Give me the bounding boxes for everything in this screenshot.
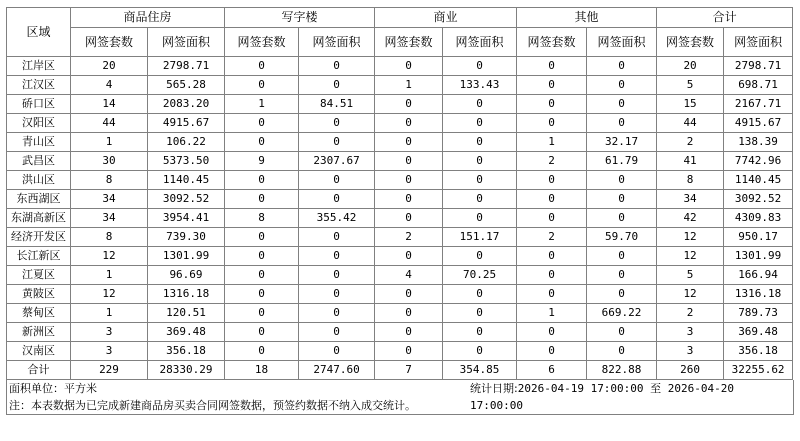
units-cell: 3 <box>657 323 724 342</box>
area-cell: 0 <box>587 57 657 76</box>
area-cell: 356.18 <box>148 342 225 361</box>
units-cell: 0 <box>225 228 299 247</box>
units-cell: 0 <box>375 133 443 152</box>
units-cell: 44 <box>657 114 724 133</box>
area-cell: 0 <box>443 57 517 76</box>
units-cell: 0 <box>225 57 299 76</box>
area-cell: 0 <box>443 209 517 228</box>
table-row <box>7 114 793 133</box>
units-cell: 0 <box>375 342 443 361</box>
area-cell: 0 <box>299 247 375 266</box>
area-cell: 0 <box>443 133 517 152</box>
sub-header-units: 网签套数 <box>71 28 148 57</box>
units-cell: 0 <box>375 152 443 171</box>
area-cell: 0 <box>443 247 517 266</box>
area-cell: 669.22 <box>587 304 657 323</box>
units-cell: 0 <box>517 323 587 342</box>
area-cell: 369.48 <box>724 323 793 342</box>
units-cell: 0 <box>375 247 443 266</box>
units-cell: 0 <box>225 76 299 95</box>
area-cell: 3092.52 <box>148 190 225 209</box>
area-cell: 2747.60 <box>299 361 375 380</box>
region-name-cell: 蔡甸区 <box>7 304 71 323</box>
area-cell: 0 <box>299 323 375 342</box>
table-row <box>7 76 793 95</box>
group-header-commercial: 商业 <box>375 8 517 28</box>
area-cell: 3092.52 <box>724 190 793 209</box>
area-cell: 0 <box>443 171 517 190</box>
group-header-total: 合计 <box>657 8 793 28</box>
area-cell: 1316.18 <box>724 285 793 304</box>
area-cell: 138.39 <box>724 133 793 152</box>
sales-table <box>6 7 793 380</box>
units-cell: 0 <box>225 114 299 133</box>
table-row <box>7 247 793 266</box>
header-row-sub <box>7 28 793 57</box>
units-cell: 0 <box>375 323 443 342</box>
table-row <box>7 95 793 114</box>
area-cell: 0 <box>587 171 657 190</box>
area-cell: 166.94 <box>724 266 793 285</box>
area-cell: 0 <box>443 152 517 171</box>
area-cell: 0 <box>299 342 375 361</box>
area-cell: 1301.99 <box>148 247 225 266</box>
units-cell: 1 <box>71 266 148 285</box>
units-cell: 0 <box>517 285 587 304</box>
area-cell: 0 <box>443 114 517 133</box>
units-cell: 9 <box>225 152 299 171</box>
area-cell: 698.71 <box>724 76 793 95</box>
area-cell: 2167.71 <box>724 95 793 114</box>
area-cell: 70.25 <box>443 266 517 285</box>
units-cell: 12 <box>657 247 724 266</box>
units-cell: 1 <box>517 304 587 323</box>
area-cell: 133.43 <box>443 76 517 95</box>
table-row <box>7 209 793 228</box>
area-cell: 0 <box>587 342 657 361</box>
units-cell: 229 <box>71 361 148 380</box>
table-body <box>7 57 793 380</box>
units-cell: 0 <box>225 285 299 304</box>
area-cell: 0 <box>299 304 375 323</box>
units-cell: 0 <box>517 95 587 114</box>
area-cell: 0 <box>587 266 657 285</box>
area-cell: 4915.67 <box>148 114 225 133</box>
footnote: 注：本表数据为已完成新建商品房买卖合同网签数据，预签约数据不纳入成交统计。 <box>9 399 416 412</box>
units-cell: 0 <box>375 95 443 114</box>
region-column-header: 区域 <box>7 8 71 57</box>
area-cell: 2307.67 <box>299 152 375 171</box>
units-cell: 41 <box>657 152 724 171</box>
area-cell: 0 <box>299 190 375 209</box>
units-cell: 20 <box>71 57 148 76</box>
group-header-office: 写字楼 <box>225 8 375 28</box>
area-cell: 822.88 <box>587 361 657 380</box>
area-cell: 0 <box>587 114 657 133</box>
area-cell: 0 <box>443 323 517 342</box>
units-cell: 3 <box>71 323 148 342</box>
table-row <box>7 133 793 152</box>
units-cell: 0 <box>517 209 587 228</box>
area-cell: 354.85 <box>443 361 517 380</box>
sub-header-units: 网签套数 <box>375 28 443 57</box>
table-row <box>7 152 793 171</box>
region-name-cell: 汉阳区 <box>7 114 71 133</box>
units-cell: 44 <box>71 114 148 133</box>
units-cell: 0 <box>517 247 587 266</box>
region-name-cell: 黄陂区 <box>7 285 71 304</box>
units-cell: 0 <box>225 171 299 190</box>
units-cell: 1 <box>375 76 443 95</box>
area-cell: 84.51 <box>299 95 375 114</box>
units-cell: 4 <box>375 266 443 285</box>
area-cell: 1301.99 <box>724 247 793 266</box>
region-name-cell: 硚口区 <box>7 95 71 114</box>
region-name-cell: 汉南区 <box>7 342 71 361</box>
units-cell: 12 <box>71 285 148 304</box>
region-name-cell: 青山区 <box>7 133 71 152</box>
units-cell: 2 <box>375 228 443 247</box>
units-cell: 0 <box>517 76 587 95</box>
units-cell: 30 <box>71 152 148 171</box>
units-cell: 0 <box>375 190 443 209</box>
region-name-cell: 洪山区 <box>7 171 71 190</box>
region-name-cell: 合计 <box>7 361 71 380</box>
units-cell: 8 <box>71 171 148 190</box>
units-cell: 0 <box>375 285 443 304</box>
units-cell: 34 <box>657 190 724 209</box>
region-name-cell: 长江新区 <box>7 247 71 266</box>
units-cell: 1 <box>71 133 148 152</box>
units-cell: 14 <box>71 95 148 114</box>
area-cell: 0 <box>299 228 375 247</box>
region-name-cell: 江岸区 <box>7 57 71 76</box>
sub-header-area: 网签面积 <box>443 28 517 57</box>
area-cell: 739.30 <box>148 228 225 247</box>
region-name-cell: 江夏区 <box>7 266 71 285</box>
area-cell: 32255.62 <box>724 361 793 380</box>
area-cell: 0 <box>299 133 375 152</box>
area-cell: 0 <box>443 342 517 361</box>
region-name-cell: 经济开发区 <box>7 228 71 247</box>
units-cell: 12 <box>71 247 148 266</box>
units-cell: 0 <box>517 57 587 76</box>
units-cell: 0 <box>375 114 443 133</box>
units-cell: 12 <box>657 285 724 304</box>
area-cell: 7742.96 <box>724 152 793 171</box>
units-cell: 42 <box>657 209 724 228</box>
sub-header-units: 网签套数 <box>517 28 587 57</box>
area-cell: 59.70 <box>587 228 657 247</box>
area-cell: 369.48 <box>148 323 225 342</box>
units-cell: 0 <box>225 342 299 361</box>
units-cell: 15 <box>657 95 724 114</box>
area-cell: 2083.20 <box>148 95 225 114</box>
statistics-date-range: 2026-04-19 17:00:00 至 2026-04-20 17:00:00 <box>470 382 735 412</box>
units-cell: 3 <box>71 342 148 361</box>
units-cell: 34 <box>71 209 148 228</box>
area-cell: 0 <box>299 76 375 95</box>
area-cell: 0 <box>299 57 375 76</box>
area-cell: 565.28 <box>148 76 225 95</box>
area-cell: 120.51 <box>148 304 225 323</box>
area-cell: 96.69 <box>148 266 225 285</box>
area-cell: 0 <box>299 266 375 285</box>
region-name-cell: 武昌区 <box>7 152 71 171</box>
units-cell: 0 <box>517 171 587 190</box>
area-cell: 151.17 <box>443 228 517 247</box>
sub-header-area: 网签面积 <box>724 28 793 57</box>
group-header-residential: 商品住房 <box>71 8 225 28</box>
sub-header-area: 网签面积 <box>587 28 657 57</box>
area-cell: 28330.29 <box>148 361 225 380</box>
area-cell: 0 <box>299 285 375 304</box>
units-cell: 8 <box>225 209 299 228</box>
sub-header-area: 网签面积 <box>148 28 225 57</box>
units-cell: 0 <box>225 304 299 323</box>
area-unit-label: 面积单位：平方米 <box>9 382 97 395</box>
units-cell: 2 <box>517 228 587 247</box>
area-cell: 4309.83 <box>724 209 793 228</box>
units-cell: 18 <box>225 361 299 380</box>
units-cell: 0 <box>375 304 443 323</box>
units-cell: 0 <box>517 342 587 361</box>
area-cell: 0 <box>587 190 657 209</box>
area-cell: 0 <box>587 285 657 304</box>
units-cell: 0 <box>225 133 299 152</box>
area-cell: 0 <box>443 304 517 323</box>
units-cell: 0 <box>225 323 299 342</box>
table-row <box>7 342 793 361</box>
table-row <box>7 285 793 304</box>
table-row <box>7 190 793 209</box>
units-cell: 0 <box>375 209 443 228</box>
units-cell: 1 <box>71 304 148 323</box>
units-cell: 8 <box>71 228 148 247</box>
units-cell: 12 <box>657 228 724 247</box>
header-row-groups <box>7 8 793 28</box>
units-cell: 5 <box>657 266 724 285</box>
area-cell: 789.73 <box>724 304 793 323</box>
units-cell: 2 <box>657 133 724 152</box>
sub-header-units: 网签套数 <box>225 28 299 57</box>
total-row <box>7 361 793 380</box>
area-cell: 0 <box>587 76 657 95</box>
units-cell: 0 <box>375 171 443 190</box>
area-cell: 355.42 <box>299 209 375 228</box>
units-cell: 0 <box>517 114 587 133</box>
area-cell: 4915.67 <box>724 114 793 133</box>
sub-header-units: 网签套数 <box>657 28 724 57</box>
table-row <box>7 304 793 323</box>
units-cell: 20 <box>657 57 724 76</box>
area-cell: 0 <box>587 209 657 228</box>
area-cell: 1140.45 <box>148 171 225 190</box>
statistics-date-label: 统计日期: <box>470 382 518 395</box>
units-cell: 260 <box>657 361 724 380</box>
area-cell: 356.18 <box>724 342 793 361</box>
area-cell: 1140.45 <box>724 171 793 190</box>
units-cell: 3 <box>657 342 724 361</box>
area-cell: 5373.50 <box>148 152 225 171</box>
table-row <box>7 323 793 342</box>
units-cell: 7 <box>375 361 443 380</box>
units-cell: 0 <box>375 57 443 76</box>
units-cell: 4 <box>71 76 148 95</box>
units-cell: 5 <box>657 76 724 95</box>
units-cell: 34 <box>71 190 148 209</box>
sales-report-sheet <box>6 7 792 415</box>
region-name-cell: 东西湖区 <box>7 190 71 209</box>
region-name-cell: 新洲区 <box>7 323 71 342</box>
sub-header-area: 网签面积 <box>299 28 375 57</box>
area-cell: 1316.18 <box>148 285 225 304</box>
units-cell: 2 <box>657 304 724 323</box>
table-row <box>7 266 793 285</box>
area-cell: 0 <box>299 171 375 190</box>
units-cell: 0 <box>225 266 299 285</box>
group-header-other: 其他 <box>517 8 657 28</box>
region-name-cell: 江汉区 <box>7 76 71 95</box>
units-cell: 1 <box>225 95 299 114</box>
area-cell: 0 <box>443 95 517 114</box>
footer-note-row <box>6 397 794 415</box>
table-row <box>7 57 793 76</box>
area-cell: 106.22 <box>148 133 225 152</box>
units-cell: 0 <box>517 190 587 209</box>
area-cell: 0 <box>587 323 657 342</box>
area-cell: 0 <box>587 95 657 114</box>
area-cell: 3954.41 <box>148 209 225 228</box>
units-cell: 0 <box>225 247 299 266</box>
region-name-cell: 东湖高新区 <box>7 209 71 228</box>
units-cell: 0 <box>225 190 299 209</box>
units-cell: 0 <box>517 266 587 285</box>
units-cell: 6 <box>517 361 587 380</box>
units-cell: 2 <box>517 152 587 171</box>
area-cell: 61.79 <box>587 152 657 171</box>
area-cell: 0 <box>299 114 375 133</box>
area-cell: 0 <box>443 190 517 209</box>
units-cell: 8 <box>657 171 724 190</box>
area-cell: 2798.71 <box>724 57 793 76</box>
table-row <box>7 228 793 247</box>
area-cell: 950.17 <box>724 228 793 247</box>
area-cell: 32.17 <box>587 133 657 152</box>
table-row <box>7 171 793 190</box>
area-cell: 2798.71 <box>148 57 225 76</box>
area-cell: 0 <box>443 285 517 304</box>
units-cell: 1 <box>517 133 587 152</box>
area-cell: 0 <box>587 247 657 266</box>
